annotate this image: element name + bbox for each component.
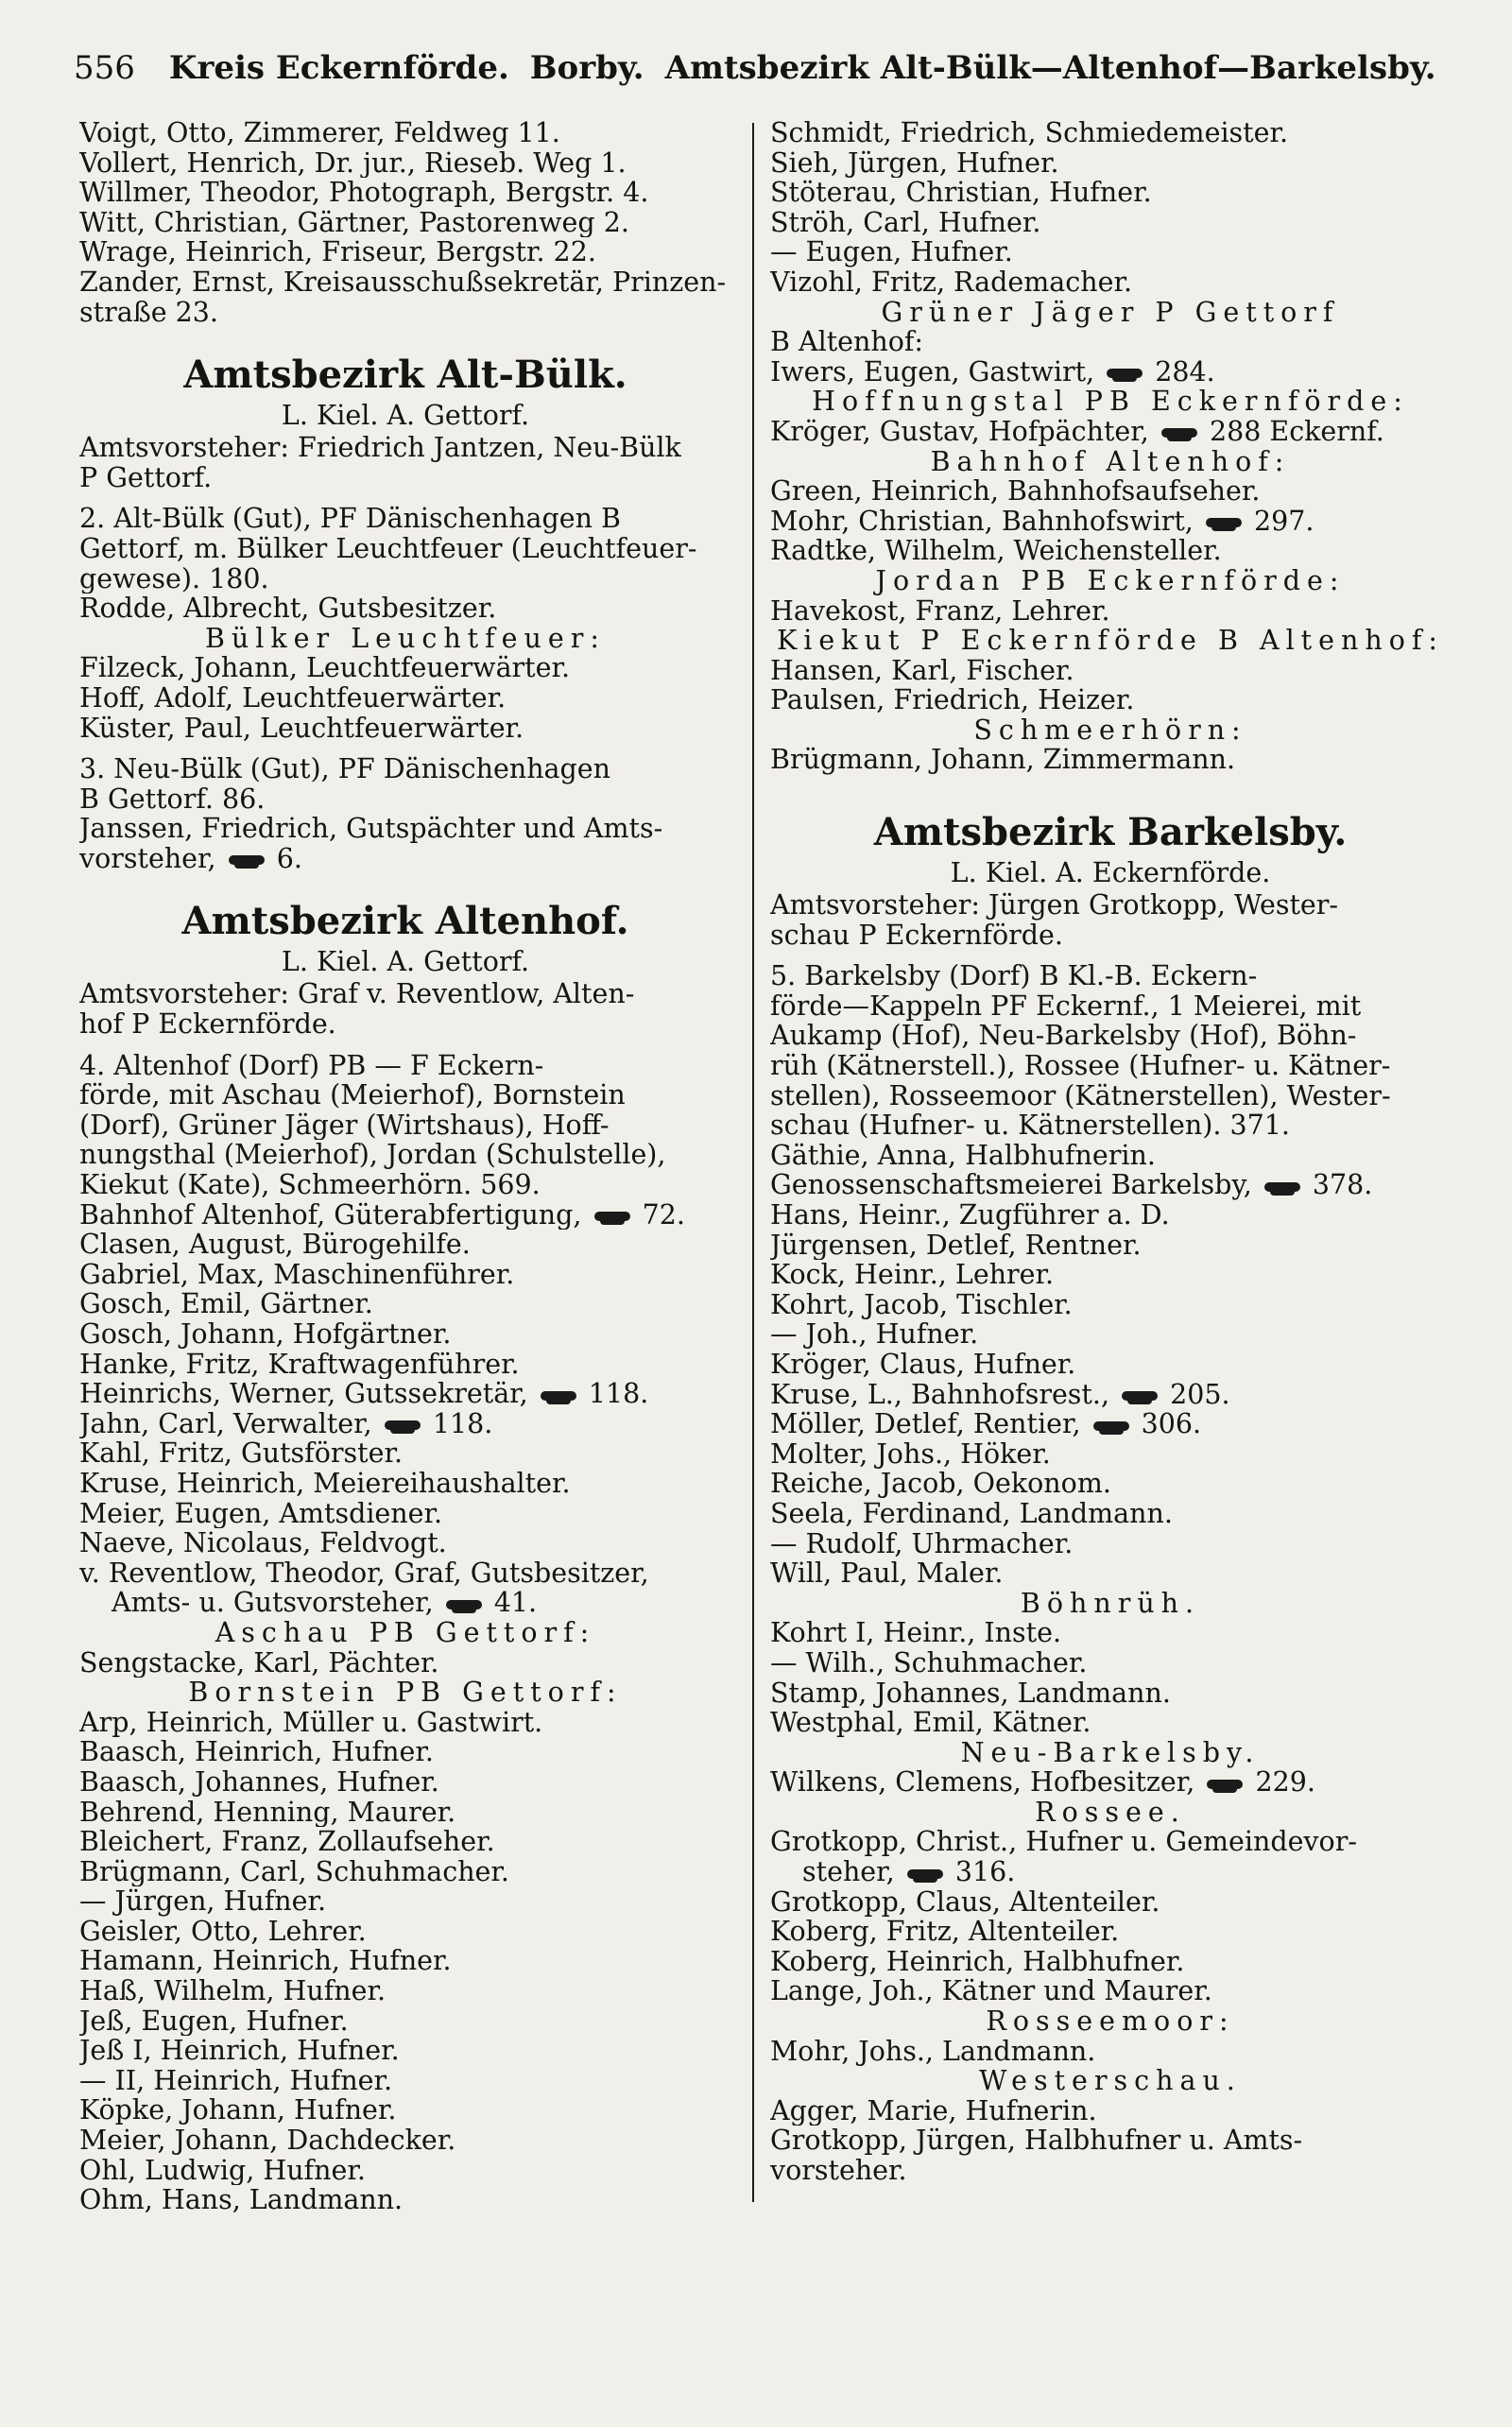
altenhof-vorsteher-2: hof P Eckernförde. bbox=[79, 1009, 336, 1040]
list-item: — Joh., Hufner. bbox=[770, 1319, 979, 1350]
list-item: Hoff, Adolf, Leuchtfeuerwärter. bbox=[79, 682, 507, 714]
list-item: Baasch, Johannes, Hufner. bbox=[79, 1766, 439, 1798]
kiekut-entries bbox=[770, 656, 1451, 715]
jahn-text: Jahn, Carl, Verwalter, bbox=[79, 1408, 372, 1439]
list-item: — II, Heinrich, Hufner. bbox=[79, 2065, 393, 2096]
list-item: Green, Heinrich, Bahnhofsaufseher. bbox=[770, 476, 1261, 507]
list-item: Clasen, August, Bürogehilfe. bbox=[79, 1230, 471, 1260]
list-item: Meier, Eugen, Amtsdiener. bbox=[79, 1498, 443, 1529]
neubark-place: Neu-Barkelsby. bbox=[960, 1736, 1261, 1768]
grotkopp-line-2 bbox=[770, 1857, 1451, 1887]
list-item: Gosch, Emil, Gärtner. bbox=[79, 1289, 373, 1319]
list-item: — Eugen, Hufner. bbox=[770, 237, 1013, 267]
bornstein-place: Bornstein PB Gettorf: bbox=[188, 1677, 623, 1709]
rosseemoor-entries bbox=[770, 2037, 1451, 2067]
list-item: Haß, Wilhelm, Hufner. bbox=[79, 1976, 387, 2006]
list-item: förde, mit Aschau (Meierhof), Bornstein bbox=[79, 1080, 626, 1110]
westerschau-entries bbox=[770, 2096, 1451, 2186]
bahnhof-tel: 72. bbox=[642, 1199, 685, 1231]
gaethie-entry: Gäthie, Anna, Halbhufnerin. bbox=[770, 1140, 1156, 1171]
list-item: Filzeck, Johann, Leuchtfeuerwärter. bbox=[79, 653, 571, 683]
list-item: Stamp, Johannes, Landmann. bbox=[770, 1678, 1171, 1709]
aschau-entries bbox=[79, 1648, 731, 1678]
list-item: Mohr, Johs., Landmann. bbox=[770, 2036, 1096, 2067]
telephone-icon bbox=[594, 1210, 630, 1223]
list-item: Koberg, Fritz, Altenteiler. bbox=[770, 1917, 1120, 1947]
leuchtfeuer-place: Bülker Leuchtfeuer: bbox=[204, 622, 606, 654]
list-item: Küster, Paul, Leuchtfeuerwärter. bbox=[79, 713, 524, 744]
rossee-place: Rossee. bbox=[1035, 1796, 1186, 1828]
telephone-icon bbox=[1206, 516, 1242, 529]
rosseemoor-place: Rosseemoor: bbox=[986, 2005, 1235, 2038]
kruse-text: Kruse, L., Bahnhofsrest., bbox=[770, 1379, 1110, 1410]
list-item: Grotkopp, Jürgen, Halbhufner u. Amts- bbox=[770, 2126, 1303, 2156]
list-item: Kahl, Fritz, Gutsförster. bbox=[79, 1438, 403, 1469]
grotkopp-line-1: Grotkopp, Christ., Hufner u. Gemeindevor- bbox=[770, 1827, 1357, 1858]
list-item: Jeß I, Heinrich, Hufner. bbox=[79, 2036, 400, 2066]
list-item: Köpke, Johann, Hufner. bbox=[79, 2095, 397, 2126]
list-item: Hanke, Fritz, Kraftwagenführer. bbox=[79, 1349, 520, 1380]
altbuelk-vorsteher-2: P Gettorf. bbox=[79, 462, 213, 493]
list-item: Westphal, Emil, Kätner. bbox=[770, 1708, 1091, 1738]
telephone-icon bbox=[1122, 1389, 1158, 1403]
jordan-place: Jordan PB Eckernförde: bbox=[875, 564, 1346, 596]
list-item: v. Reventlow, Theodor, Graf, Gutsbesitzer, bbox=[79, 1558, 649, 1589]
list-item: 4. Altenhof (Dorf) PB — F Eckern- bbox=[79, 1050, 544, 1081]
genossen-tel: 378. bbox=[1312, 1170, 1373, 1200]
header-borby: Borby. bbox=[529, 49, 644, 87]
telephone-icon bbox=[1107, 367, 1143, 380]
list-item: nungsthal (Meierhof), Jordan (Schulstelle), bbox=[79, 1140, 666, 1171]
kruse-entry bbox=[770, 1380, 1451, 1410]
column-divider bbox=[752, 123, 754, 2202]
list-item: Ohl, Ludwig, Hufner. bbox=[79, 2155, 366, 2186]
entry-2-line-1: 2. Alt-Bülk (Gut), PF Dänischenhagen B bbox=[79, 504, 622, 534]
iwers-text: Iwers, Eugen, Gastwirt, bbox=[770, 356, 1095, 387]
list-item: — Rudolf, Uhrmacher. bbox=[770, 1528, 1074, 1559]
boehnrueh-entries bbox=[770, 1618, 1451, 1737]
altbuelk-sub: L. Kiel. A. Gettorf. bbox=[281, 400, 530, 432]
entry-3-line-2: B Gettorf. 86. bbox=[79, 783, 266, 815]
bahnhof-place: Bahnhof Altenhof: bbox=[930, 445, 1291, 477]
telephone-icon bbox=[1093, 1420, 1129, 1433]
list-item: Witt, Christian, Gärtner, Pastorenweg 2. bbox=[79, 207, 629, 238]
list-item: Paulsen, Friedrich, Heizer. bbox=[770, 685, 1135, 715]
bornstein-entries-cont bbox=[770, 118, 1451, 298]
moeller-tel: 306. bbox=[1141, 1409, 1202, 1439]
janssen-text: vorsteher, bbox=[79, 843, 216, 874]
telephone-icon bbox=[541, 1389, 576, 1403]
radtke-entry: Radtke, Wilhelm, Weichensteller. bbox=[770, 536, 1222, 566]
bahnhof-entries bbox=[770, 476, 1451, 507]
list-item: rüh (Kätnerstell.), Rossee (Hufner- u. Kätner- bbox=[770, 1051, 1391, 1081]
rodde-entry: Rodde, Albrecht, Gutsbesitzer. bbox=[79, 594, 497, 624]
barkelsby-vorsteher-2: schau P Eckernförde. bbox=[770, 920, 1063, 951]
mohr-text: Mohr, Christian, Bahnhofswirt, bbox=[770, 506, 1194, 537]
list-item: stellen), Rosseemoor (Kätnerstellen), Wester- bbox=[770, 1080, 1391, 1111]
kiekut-place: Kiekut P Eckernförde B Altenhof: bbox=[776, 625, 1445, 657]
aschau-place: Aschau PB Gettorf: bbox=[215, 1616, 596, 1648]
altenhof-sub: L. Kiel. A. Gettorf. bbox=[281, 946, 530, 978]
iwers-entry bbox=[770, 357, 1451, 387]
page-header bbox=[74, 49, 1435, 87]
list-item: Jürgensen, Detlef, Rentner. bbox=[770, 1230, 1142, 1261]
entry-2-line-2: Gettorf, m. Bülker Leuchtfeuer (Leuchtfeuer- bbox=[79, 533, 697, 564]
list-item: Behrend, Henning, Maurer. bbox=[79, 1797, 456, 1828]
reventlow-text: Amts- u. Gutsvorsteher, bbox=[112, 1588, 434, 1618]
jahn-tel: 118. bbox=[432, 1408, 493, 1439]
header-amtsbezirke: Amtsbezirk Alt-Bülk—Altenhof—Barkelsby. bbox=[664, 49, 1436, 87]
kroeger-text: Kröger, Gustav, Hofpächter, bbox=[770, 416, 1149, 447]
list-item: vorsteher. bbox=[770, 2156, 907, 2186]
iwers-tel: 284. bbox=[1155, 356, 1215, 387]
list-item: Hansen, Karl, Fischer. bbox=[770, 655, 1074, 686]
reventlow-entry-2 bbox=[79, 1588, 731, 1618]
altenhof-heading: Amtsbezirk Altenhof. bbox=[181, 899, 629, 944]
list-item: Hans, Heinr., Zugführer a. D. bbox=[770, 1200, 1170, 1231]
rossee-entries bbox=[770, 1887, 1451, 2006]
boehnrueh-place: Böhnrüh. bbox=[1020, 1587, 1201, 1619]
westerschau-place: Westerschau. bbox=[979, 2065, 1242, 2097]
grotkopp-tel: 316. bbox=[954, 1857, 1016, 1887]
jordan-entries bbox=[770, 596, 1451, 627]
list-item: Kohrt I, Heinr., Inste. bbox=[770, 1618, 1062, 1648]
hoffnung-place: Hoffnungstal PB Eckernförde: bbox=[812, 386, 1409, 418]
list-item: Naeve, Nicolaus, Feldvogt. bbox=[79, 1528, 447, 1558]
heinrichs-text: Heinrichs, Werner, Gutssekretär, bbox=[79, 1379, 528, 1409]
mohr-entry bbox=[770, 507, 1451, 537]
jahn-entry bbox=[79, 1409, 731, 1439]
list-item: — Wilh., Schuhmacher. bbox=[770, 1647, 1088, 1678]
telephone-icon bbox=[229, 853, 265, 867]
altbuelk-heading: Amtsbezirk Alt-Bülk. bbox=[183, 353, 627, 398]
telephone-icon bbox=[1264, 1180, 1300, 1194]
telephone-icon bbox=[1161, 426, 1197, 439]
list-item: Sengstacke, Karl, Pächter. bbox=[79, 1647, 439, 1678]
list-item: Brügmann, Johann, Zimmermann. bbox=[770, 745, 1236, 776]
list-item: Grotkopp, Claus, Altenteiler. bbox=[770, 1886, 1160, 1918]
barkelsby-heading: Amtsbezirk Barkelsby. bbox=[873, 810, 1348, 855]
list-item: Bleichert, Franz, Zollaufseher. bbox=[79, 1827, 495, 1857]
list-item: Kock, Heinr., Lehrer. bbox=[770, 1260, 1055, 1290]
kroeger-tel: 288 Eckernf. bbox=[1209, 416, 1384, 447]
list-item: Ströh, Carl, Hufner. bbox=[770, 207, 1041, 238]
entry-5 bbox=[770, 961, 1451, 1141]
moeller-text: Möller, Detlef, Rentier, bbox=[770, 1409, 1081, 1439]
entry-2-line-3: gewese). 180. bbox=[79, 563, 269, 594]
gruener-place-2: B Altenhof: bbox=[770, 327, 924, 357]
schmeer-entries bbox=[770, 745, 1451, 775]
bahnhof-text: Bahnhof Altenhof, Güterabfertigung, bbox=[79, 1199, 582, 1231]
moeller-entry bbox=[770, 1409, 1451, 1439]
page-number: 556 bbox=[74, 49, 135, 87]
leuchtfeuer-entries bbox=[79, 653, 731, 743]
telephone-icon bbox=[907, 1868, 943, 1881]
list-item: Arp, Heinrich, Müller u. Gastwirt. bbox=[79, 1707, 543, 1738]
list-item: Havekost, Franz, Lehrer. bbox=[770, 595, 1110, 627]
barkelsby-entries-a bbox=[770, 1200, 1451, 1380]
list-item: Meier, Johann, Dachdecker. bbox=[79, 2126, 456, 2156]
list-item: Stöterau, Christian, Hufner. bbox=[770, 178, 1152, 208]
janssen-line-1: Janssen, Friedrich, Gutspächter und Amts- bbox=[79, 814, 663, 844]
list-item: Jeß, Eugen, Hufner. bbox=[79, 2005, 349, 2037]
barkelsby-vorsteher-1: Amtsvorsteher: Jürgen Grotkopp, Wester- bbox=[770, 890, 1339, 921]
list-item: Schmidt, Friedrich, Schmiedemeister. bbox=[770, 118, 1289, 148]
barkelsby-sub: L. Kiel. A. Eckernförde. bbox=[950, 857, 1271, 889]
list-item: Seela, Ferdinand, Landmann. bbox=[770, 1498, 1173, 1529]
list-item: Kruse, Heinrich, Meiereihaushalter. bbox=[79, 1468, 571, 1499]
kruse-tel: 205. bbox=[1170, 1379, 1230, 1410]
entry-3-line-1: 3. Neu-Bülk (Gut), PF Dänischenhagen bbox=[79, 754, 611, 784]
kroeger-entry bbox=[770, 417, 1451, 447]
genossen-entry bbox=[770, 1170, 1451, 1200]
altenhof-entries-b bbox=[79, 1438, 731, 1588]
heinrichs-tel: 118. bbox=[588, 1379, 649, 1409]
list-item: Baasch, Heinrich, Hufner. bbox=[79, 1737, 434, 1767]
borby-entries bbox=[79, 118, 731, 327]
list-item: Sieh, Jürgen, Hufner. bbox=[770, 147, 1059, 179]
wilkens-entry bbox=[770, 1767, 1451, 1798]
list-item: straße 23. bbox=[79, 297, 218, 328]
list-item: Kohrt, Jacob, Tischler. bbox=[770, 1289, 1073, 1320]
right-column bbox=[770, 118, 1451, 2186]
header-kreis: Kreis Eckernförde. bbox=[168, 49, 509, 87]
list-item: Zander, Ernst, Kreisausschußsekretär, Prinzen- bbox=[79, 267, 727, 298]
list-item: Lange, Joh., Kätner und Maurer. bbox=[770, 1976, 1212, 2007]
bornstein-entries bbox=[79, 1708, 731, 2215]
heinrichs-entry bbox=[79, 1379, 731, 1409]
telephone-icon bbox=[446, 1598, 482, 1611]
wilkens-tel: 229. bbox=[1255, 1767, 1315, 1798]
janssen-tel: 6. bbox=[276, 843, 302, 874]
list-item: förde—Kappeln PF Eckernf., 1 Meierei, mit bbox=[770, 990, 1362, 1022]
janssen-line-2 bbox=[79, 844, 731, 874]
left-column bbox=[79, 118, 731, 2215]
gruener-place: Grüner Jäger P Gettorf bbox=[881, 296, 1340, 328]
list-item: Gabriel, Max, Maschinenführer. bbox=[79, 1259, 515, 1290]
barkelsby-entries-b bbox=[770, 1439, 1451, 1589]
list-item: Aukamp (Hof), Neu-Barkelsby (Hof), Böhn- bbox=[770, 1021, 1357, 1052]
genossen-text: Genossenschaftsmeierei Barkelsby, bbox=[770, 1170, 1252, 1200]
list-item: Kröger, Claus, Hufner. bbox=[770, 1349, 1076, 1380]
grotkopp-text: steher, bbox=[802, 1857, 895, 1887]
list-item: Voigt, Otto, Zimmerer, Feldweg 11. bbox=[79, 118, 560, 148]
list-item: Gosch, Johann, Hofgärtner. bbox=[79, 1319, 452, 1350]
list-item: Will, Paul, Maler. bbox=[770, 1558, 1004, 1589]
telephone-icon bbox=[385, 1419, 421, 1432]
list-item: Agger, Marie, Hufnerin. bbox=[770, 2095, 1097, 2126]
reventlow-tel: 41. bbox=[493, 1588, 538, 1618]
list-item: Wrage, Heinrich, Friseur, Bergstr. 22. bbox=[79, 237, 596, 267]
wilkens-text: Wilkens, Clemens, Hofbesitzer, bbox=[770, 1767, 1195, 1798]
list-item: 5. Barkelsby (Dorf) B Kl.-B. Eckern- bbox=[770, 961, 1258, 991]
list-item: Molter, Johs., Höker. bbox=[770, 1438, 1051, 1470]
altenhof-vorsteher-1: Amtsvorsteher: Graf v. Reventlow, Alten- bbox=[79, 979, 635, 1010]
entry-4 bbox=[79, 1051, 731, 1200]
list-item: Vizohl, Fritz, Rademacher. bbox=[770, 267, 1133, 298]
list-item: Kiekut (Kate), Schmeerhörn. 569. bbox=[79, 1170, 541, 1200]
list-item: Ohm, Hans, Landmann. bbox=[79, 2185, 404, 2215]
list-item: Reiche, Jacob, Oekonom. bbox=[770, 1469, 1111, 1499]
list-item: Geisler, Otto, Lehrer. bbox=[79, 1916, 367, 1947]
altenhof-entries-a bbox=[79, 1230, 731, 1379]
list-item: Willmer, Theodor, Photograph, Bergstr. 4. bbox=[79, 178, 649, 208]
list-item: Koberg, Heinrich, Halbhufner. bbox=[770, 1946, 1185, 1977]
mohr-tel: 297. bbox=[1253, 506, 1314, 537]
schmeer-place: Schmeerhörn: bbox=[973, 714, 1247, 746]
bahnhof-entry bbox=[79, 1200, 731, 1231]
list-item: Brügmann, Carl, Schuhmacher. bbox=[79, 1856, 509, 1887]
altbuelk-vorsteher-1: Amtsvorsteher: Friedrich Jantzen, Neu-Bülk bbox=[79, 433, 681, 463]
list-item: (Dorf), Grüner Jäger (Wirtshaus), Hoff- bbox=[79, 1110, 610, 1141]
list-item: schau (Hufner- u. Kätnerstellen). 371. bbox=[770, 1110, 1290, 1141]
list-item: Vollert, Henrich, Dr. jur., Rieseb. Weg 1. bbox=[79, 147, 627, 179]
telephone-icon bbox=[1207, 1778, 1243, 1791]
list-item: — Jürgen, Hufner. bbox=[79, 1886, 327, 1917]
list-item: Hamann, Heinrich, Hufner. bbox=[79, 1946, 452, 1977]
